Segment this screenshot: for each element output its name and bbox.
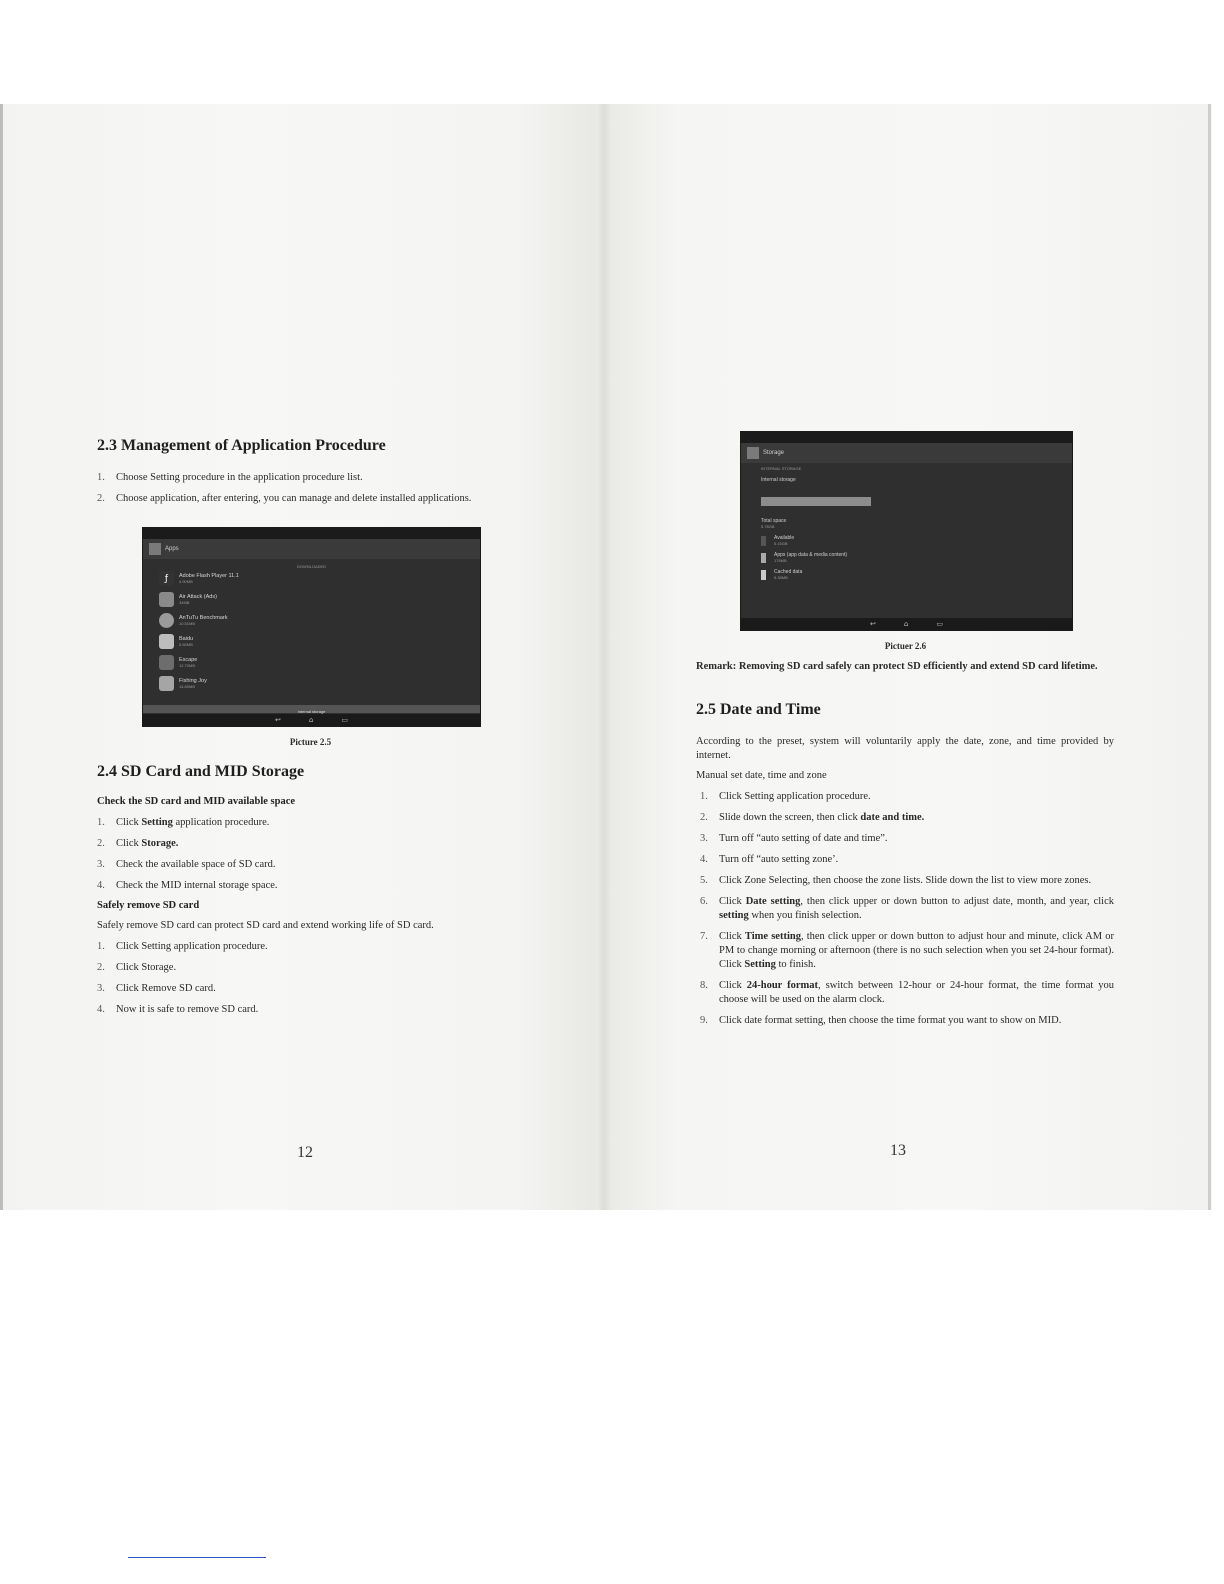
- remove-sd-steps: [97, 940, 517, 1017]
- escape-icon: [159, 655, 174, 670]
- air-attack-icon: [159, 592, 174, 607]
- section-2-4-title: 2.4 SD Card and MID Storage: [97, 763, 305, 780]
- available-swatch: [761, 536, 766, 546]
- picture-2-6-caption: Pictuer 2.6: [884, 641, 927, 651]
- cached-swatch: [761, 570, 766, 580]
- section-2-5-intro: According to the preset, system will voluntarily apply the date, zone, and time provided by internet.: [696, 736, 1114, 761]
- app-row: AnTuTu Benchmark 10.51MB: [143, 610, 480, 631]
- list-item: 4. Turn off “auto setting zone’.: [700, 854, 839, 865]
- settings-app-icon: [747, 447, 759, 459]
- picture-2-5-caption: Picture 2.5: [289, 737, 332, 747]
- bottom-rule: [128, 1557, 266, 1558]
- app-row: Baidu 5.80MB: [143, 631, 480, 652]
- section-2-5-title: 2.5 Date and Time: [696, 701, 821, 718]
- list-item: 2. Click Storage.: [97, 838, 179, 849]
- back-icon: ↩: [870, 620, 876, 628]
- apps-row: Apps (app data & media content) 176MB: [761, 552, 1072, 563]
- list-item: 4. Check the MID internal storage space.: [97, 880, 278, 891]
- app-row: Fishing Joy 14.80MB: [143, 673, 480, 694]
- list-item: 2. Choose application, after entering, you can manage and delete installed applications.: [97, 493, 472, 504]
- page-number-right: 13: [890, 1142, 906, 1159]
- status-bar: [143, 528, 480, 539]
- apps-screenshot: [142, 527, 481, 727]
- remove-sd-subheading: Safely remove SD card: [97, 900, 200, 911]
- recents-icon: ▭: [936, 620, 943, 628]
- list-item: 3. Click Remove SD card.: [97, 983, 216, 994]
- list-item: 2. Slide down the screen, then click date and time.: [700, 812, 925, 823]
- app-row: ƒ Adobe Flash Player 11.1 4.90MB: [143, 568, 480, 589]
- list-item: 1. Click Setting application procedure.: [97, 817, 270, 828]
- manual-set-label: Manual set date, time and zone: [696, 770, 827, 781]
- app-row: Escape 12.70MB: [143, 652, 480, 673]
- list-item: 9. Click date format setting, then choose the time format you want to show on MID.: [700, 1015, 1062, 1026]
- right-page: [604, 104, 1211, 1210]
- fishing-joy-icon: [159, 676, 174, 691]
- section-2-3-steps: [97, 471, 517, 506]
- list-item: 5. Click Zone Selecting, then choose the zone lists. Slide down the list to view more zones.: [700, 875, 1092, 886]
- section-2-4: [97, 763, 517, 1024]
- home-icon: ⌂: [903, 620, 909, 628]
- baidu-icon: [159, 634, 174, 649]
- page-number-left: 12: [297, 1144, 313, 1161]
- list-item: 7. Click Time setting, then click upper or down button to adjust hour and minute, click AM or PM to change morning or afternoon (there is no such selection when you set 24-hour format). Click Setting to finish.: [700, 931, 1114, 970]
- storage-title-bar: [741, 443, 1072, 463]
- list-item: 2. Click Storage.: [97, 962, 177, 973]
- storage-screenshot: [740, 431, 1073, 631]
- section-2-3-title: 2.3 Management of Application Procedure: [97, 437, 386, 454]
- section-2-3: [97, 437, 517, 513]
- home-icon: ⌂: [308, 716, 314, 724]
- section-2-5: [696, 701, 1114, 1035]
- android-nav-bar: [143, 714, 480, 726]
- app-list: [143, 568, 480, 694]
- app-row: Air Attack (Ads) 34MB: [143, 589, 480, 610]
- status-bar: [741, 432, 1072, 443]
- storage-list: INTERNAL STORAGE Internal storage Total space 5.78GB Available 5.15GB Apps (app data & media content) 176MB Cached data 5.38MB: [741, 463, 1072, 580]
- storage-usage-bar: [761, 497, 871, 506]
- date-time-steps: [696, 790, 1114, 1028]
- list-item: 1. Click Setting application procedure.: [700, 791, 871, 802]
- cached-row: Cached data 5.38MB: [761, 569, 1072, 580]
- list-item: 3. Check the available space of SD card.: [97, 859, 276, 870]
- check-space-subheading: Check the SD card and MID available space: [97, 796, 296, 807]
- back-icon: ↩: [275, 716, 281, 724]
- list-item: 1. Choose Setting procedure in the application procedure list.: [97, 472, 363, 483]
- list-item: 3. Turn off “auto setting of date and time”.: [700, 833, 888, 844]
- list-item: 6. Click Date setting, then click upper or down button to adjust date, month, and year, click setting when you finish selection.: [700, 896, 1114, 921]
- available-row: Available 5.15GB: [761, 535, 1072, 546]
- list-item: 4. Now it is safe to remove SD card.: [97, 1004, 259, 1015]
- remove-sd-intro: Safely remove SD card can protect SD card and extend working life of SD card.: [97, 920, 434, 931]
- book-gutter: [596, 104, 612, 1210]
- apps-title-bar: [143, 539, 480, 559]
- antutu-icon: [159, 613, 174, 628]
- downloaded-tab: DOWNLOADED: [296, 564, 327, 569]
- sd-remark: Remark: Removing SD card safely can protect SD efficiently and extend SD card lifetime.: [696, 661, 1098, 672]
- internal-storage-bar: Internal storage: [143, 705, 480, 713]
- settings-app-icon: [149, 543, 161, 555]
- android-nav-bar: [741, 618, 1072, 630]
- recents-icon: ▭: [341, 716, 348, 724]
- apps-swatch: [761, 553, 766, 563]
- list-item: 1. Click Setting application procedure.: [97, 941, 268, 952]
- flash-icon: ƒ: [159, 571, 174, 586]
- check-space-steps: [97, 816, 517, 893]
- storage-screen-title: Storage: [763, 450, 785, 456]
- list-item: 8. Click 24-hour format, switch between 12-hour or 24-hour format, the time format you choose will be used on the alarm clock.: [700, 980, 1115, 1005]
- apps-screen-title: Apps: [165, 546, 179, 552]
